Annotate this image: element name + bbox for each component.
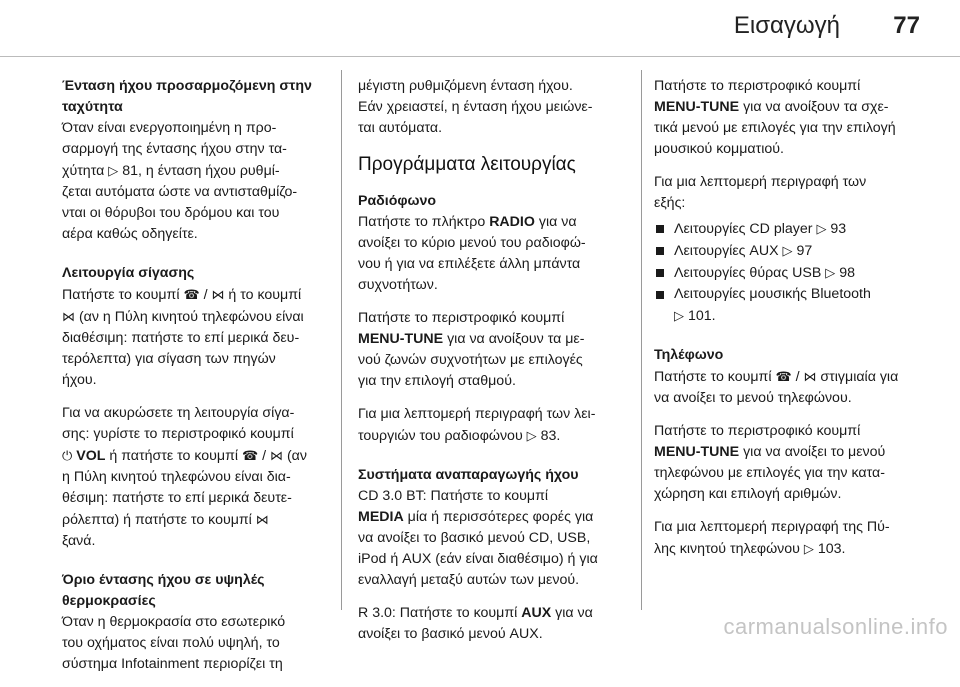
body-text: Πατήστε το περιστροφικό κουμπί: [654, 423, 861, 439]
body-text: αέρα καθώς οδηγείτε.: [62, 226, 198, 242]
r30-paragraph: [358, 603, 626, 645]
body-text: CD 3.0 BT: Πατήστε το κουμπί: [358, 488, 549, 504]
description-intro: [654, 172, 926, 214]
page-title: Εισαγωγή: [733, 12, 840, 39]
body-text: να ανοίξει το βασικό μενού CD, USB,: [358, 530, 591, 546]
mute-icon: ⋈: [803, 369, 817, 384]
phone-icon: ☎: [241, 448, 259, 463]
list-item: Λειτουργίες θύρας USB ▷ 98: [654, 262, 926, 284]
phone-icon: ☎: [775, 369, 792, 384]
audio-players-section: [358, 465, 626, 591]
section-heading: Όριο έντασης ήχου σε υψηλές: [62, 572, 265, 588]
body-text: νού ζωνών συχνοτήτων με επιλογές: [358, 352, 583, 368]
body-text: συχνοτήτων.: [358, 277, 438, 293]
body-text: να ανοίξει το μενού τηλεφώνου.: [654, 390, 852, 406]
body-text: για την επιλογή σταθμού.: [358, 373, 516, 389]
body-text: Όταν η θερμοκρασία στο εσωτερικό: [62, 614, 286, 630]
unmute-section: [62, 403, 330, 552]
body-text: ⋈ (αν η Πύλη κινητού τηλεφώνου είναι: [62, 306, 330, 328]
reference-arrow-icon: ▷: [782, 243, 793, 258]
body-text: σης: γυρίστε το περιστροφικό κουμπί: [62, 426, 294, 442]
body-text: Όταν είναι ενεργοποιημένη η προ-: [62, 120, 277, 136]
menu-tune-paragraph: [358, 308, 626, 392]
column-1: [62, 76, 330, 687]
body-text: νου ή για να επιλέξετε άλλη μπάντα: [358, 256, 581, 272]
body-text: η Πύλη κινητού τηλεφώνου είναι δια-: [62, 469, 291, 485]
body-text: Πατήστε το περιστροφικό κουμπί: [358, 310, 565, 326]
section-heading: ταχύτητα: [62, 99, 123, 115]
list-item: Λειτουργίες μουσικής Bluetooth ▷ 101.: [654, 284, 926, 327]
body-text: Πατήστε το περιστροφικό κουμπί: [654, 78, 861, 94]
section-heading: Λειτουργία σίγασης: [62, 265, 195, 281]
body-text: Πατήστε το κουμπί ☎ / ⋈ στιγμιαία για: [654, 366, 926, 388]
body-text: ξανά.: [62, 533, 96, 549]
body-text: νται οι θόρυβοι του δρόμου και του: [62, 205, 280, 221]
body-text: μέγιστη ρυθμιζόμενη ένταση ήχου.: [358, 78, 573, 94]
column-divider: [341, 70, 342, 610]
reference-arrow-icon: ▷: [674, 308, 684, 323]
reference-arrow-icon: ▷: [108, 163, 119, 178]
reference-arrow-icon: ▷: [816, 221, 827, 236]
mute-icon: ⋈: [62, 309, 75, 324]
body-text: λης κινητού τηλεφώνου ▷ 103.: [654, 538, 926, 560]
body-text: εξής:: [654, 195, 686, 211]
list-item: Λειτουργίες AUX ▷ 97: [654, 240, 926, 262]
watermark: carmanualsonline.info: [723, 614, 948, 639]
mute-icon: ⋈: [211, 287, 225, 302]
section-title: Προγράμματα λειτουργίας: [358, 154, 576, 175]
body-text: ρόλεπτα) ή πατήστε το κουμπί ⋈: [62, 509, 330, 531]
menu-tune-track-paragraph: [654, 76, 926, 160]
header-divider: [0, 56, 960, 57]
temperature-limit-section: [62, 570, 330, 675]
body-text: χώρηση και επιλογή αριθμών.: [654, 486, 842, 502]
body-text: ανοίξει το κύριο μενού του ραδιοφώ-: [358, 235, 586, 251]
body-text: τικά μενού με επιλογές για την επιλογή: [654, 120, 896, 136]
phone-menu-paragraph: [654, 421, 926, 505]
body-text: MENU-TUNE για να ανοίξουν τα με-: [358, 331, 585, 347]
section-heading: θερμοκρασίες: [62, 593, 156, 609]
body-text: θέσιμη: πατήστε το επί μερικά δευτε-: [62, 490, 292, 506]
mute-icon: ⋈: [255, 512, 269, 527]
body-text: χύτητα ▷ 81, η ένταση ήχου ρυθμί-: [62, 160, 330, 182]
page-number: 77: [893, 12, 920, 39]
body-text: Πατήστε το κουμπί ☎ / ⋈ ή το κουμπί: [62, 284, 330, 306]
page-header: [0, 0, 960, 58]
power-icon: ⏻: [62, 448, 73, 463]
list-item: Λειτουργίες CD player ▷ 93: [654, 218, 926, 240]
body-text: τουργιών του ραδιοφώνου ▷ 83.: [358, 425, 626, 447]
body-text: ζεται αυτόματα ώστε να αντισταθμίζο-: [62, 184, 298, 200]
phone-detail-paragraph: [654, 517, 926, 560]
body-text: τερόλεπτα) για σίγαση των πηγών: [62, 351, 276, 367]
phone-icon: ☎: [183, 287, 200, 302]
body-text: ται αυτόματα.: [358, 120, 443, 136]
continued-text: [358, 76, 626, 139]
reference-arrow-icon: ▷: [526, 428, 537, 443]
section-heading: Ένταση ήχου προσαρμοζόμενη στην: [62, 78, 312, 94]
body-text: MENU-TUNE για να ανοίξει το μενού: [654, 444, 886, 460]
mute-icon: ⋈: [270, 448, 284, 463]
body-text: διαθέσιμη: πατήστε το επί μερικά δευ-: [62, 330, 300, 346]
radio-section: [358, 191, 626, 296]
section-heading: Τηλέφωνο: [654, 347, 724, 363]
section-heading: Ραδιόφωνο: [358, 193, 437, 209]
body-text: Για μια λεπτομερή περιγραφή της Πύ-: [654, 519, 890, 535]
body-text: ⏻ VOL ή πατήστε το κουμπί ☎ / ⋈ (αν: [62, 445, 330, 467]
radio-detail-paragraph: [358, 404, 626, 447]
body-text: του οχήματος είναι πολύ υψηλή, το: [62, 635, 280, 651]
body-text: μουσικού κομματιού.: [654, 141, 784, 157]
body-text: εναλλαγή μεταξύ αυτών των μενού.: [358, 572, 580, 588]
body-text: Για μια λεπτομερή περιγραφή των: [654, 174, 867, 190]
body-text: Για να ακυρώσετε τη λειτουργία σίγα-: [62, 405, 295, 421]
column-3: [654, 76, 926, 572]
mute-section: [62, 263, 330, 391]
column-divider: [641, 70, 642, 610]
speed-volume-section: [62, 76, 330, 245]
reference-arrow-icon: ▷: [825, 265, 836, 280]
body-text: iPod ή AUX (εάν είναι διαθέσιμο) ή για: [358, 551, 598, 567]
body-text: R 3.0: Πατήστε το κουμπί AUX για να: [358, 605, 593, 621]
body-text: Εάν χρειαστεί, η ένταση ήχου μειώνε-: [358, 99, 593, 115]
body-text: ανοίξει το βασικό μενού AUX.: [358, 626, 543, 642]
section-heading: Συστήματα αναπαραγωγής ήχου: [358, 467, 579, 483]
phone-section: [654, 345, 926, 409]
body-text: Για μια λεπτομερή περιγραφή των λει-: [358, 406, 596, 422]
body-text: Πατήστε το πλήκτρο RADIO για να: [358, 214, 577, 230]
body-text: σαρμογή της έντασης ήχου στην τα-: [62, 141, 287, 157]
column-2: [358, 76, 626, 657]
body-text: σύστημα Infotainment περιορίζει τη: [62, 656, 283, 672]
body-text: ήχου.: [62, 372, 97, 388]
body-text: MEDIA μία ή περισσότερες φορές για: [358, 509, 594, 525]
reference-arrow-icon: ▷: [803, 541, 814, 556]
body-text: τηλεφώνου με επιλογές για την κατα-: [654, 465, 885, 481]
reference-list: [654, 218, 926, 327]
body-text: MENU-TUNE για να ανοίξουν τα σχε-: [654, 99, 889, 115]
